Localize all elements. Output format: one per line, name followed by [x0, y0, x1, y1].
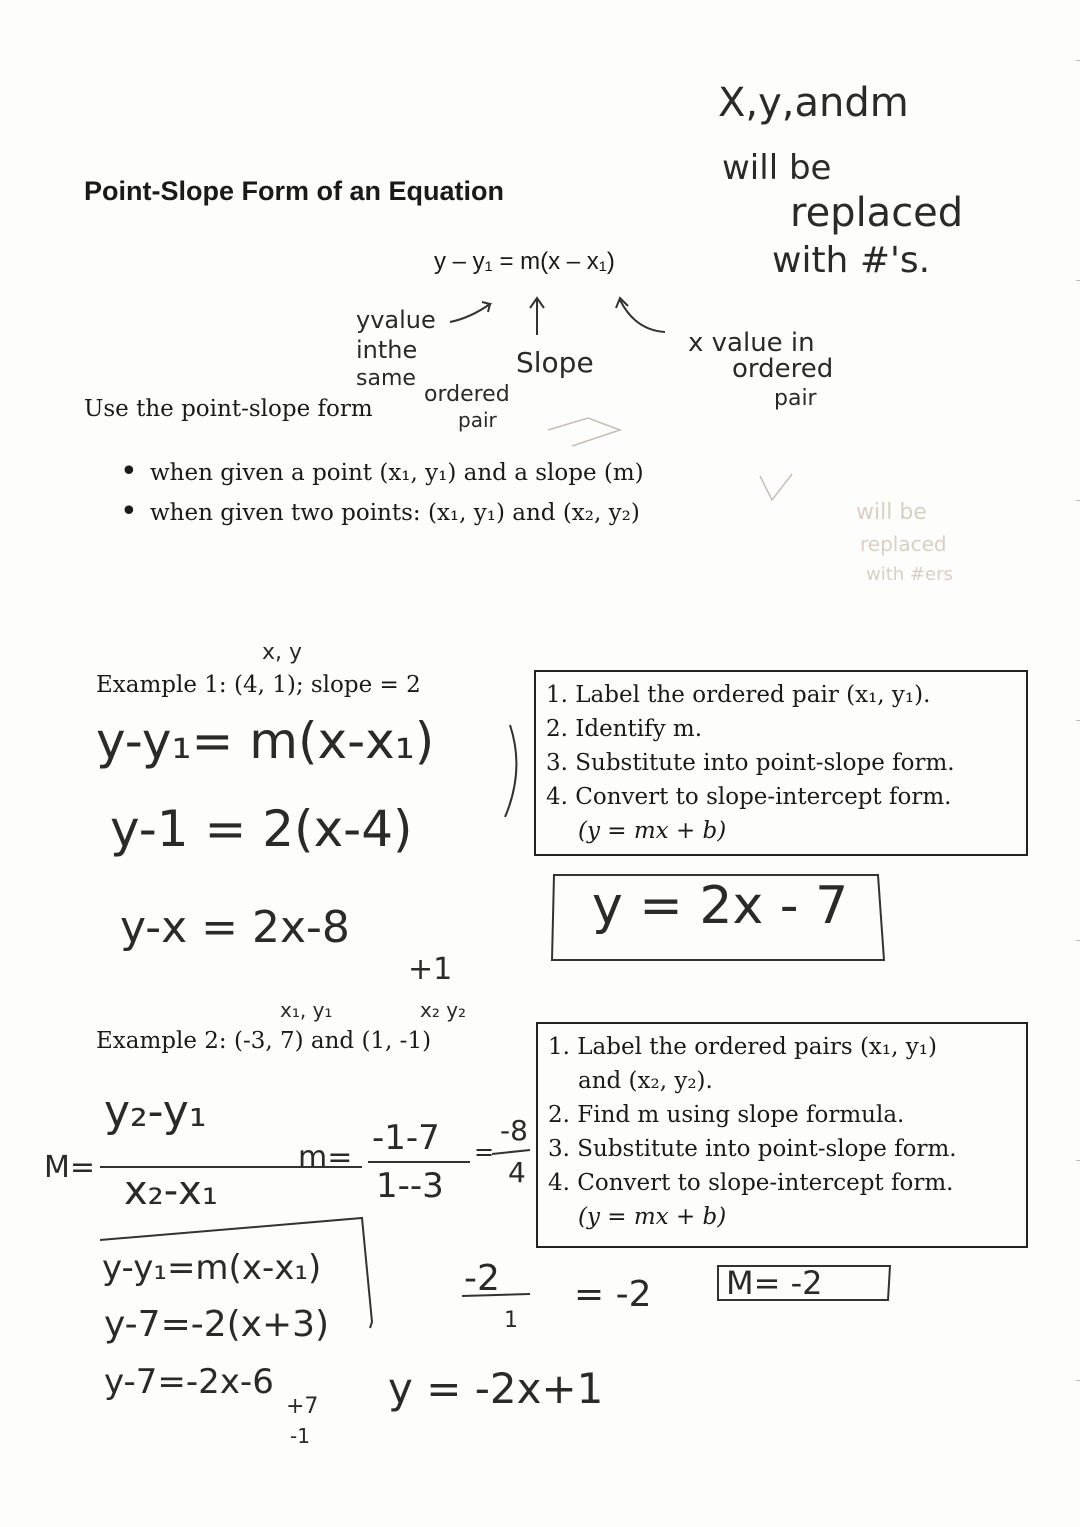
example2-note-1: x₁, y₁	[280, 998, 333, 1022]
example1-work-2: y-1 = 2(x-4)	[110, 800, 413, 858]
example1-step-2: 2. Identify m.	[546, 716, 703, 742]
usage-bullet-1: • when given a point (x₁, y₁) and a slope (m)	[150, 460, 644, 486]
example2-slope-den: x₂-x₁	[124, 1168, 218, 1214]
example1-answer: y = 2x - 7	[592, 876, 849, 936]
note-ordered-1: ordered	[424, 382, 510, 407]
note-slope: Slope	[516, 346, 594, 379]
note-xym-1: X,y,andm	[718, 80, 909, 126]
example2-work-2: y-7=-2(x+3)	[104, 1304, 330, 1345]
note-xym-2: will be	[722, 148, 832, 188]
note-xym-3: replaced	[790, 190, 964, 236]
fraction-bar-3	[492, 1150, 530, 1154]
example2-work-3: y-7=-2x-6	[104, 1362, 274, 1402]
example2-eq2: = -2	[574, 1274, 652, 1315]
example1-work-3: y-x = 2x-8	[120, 902, 350, 953]
point-slope-formula: y – y₁ = m(x – x₁)	[434, 248, 615, 275]
example2-step-1: 1. Label the ordered pairs (x₁, y₁)	[548, 1034, 937, 1060]
example2-step-5: 4. Convert to slope-intercept form.	[548, 1170, 954, 1196]
arrow-xvalue	[616, 298, 665, 332]
example1-work-4: +1	[408, 952, 453, 987]
example2-step-3: 2. Find m using slope formula.	[548, 1102, 905, 1128]
note-xvalue-2: ordered	[732, 354, 834, 384]
example2-work-5: -1	[290, 1424, 310, 1448]
usage-intro: Use the point-slope form	[84, 396, 373, 422]
example2-steps-box	[536, 1022, 1028, 1248]
example1-step-5: (y = mx + b)	[578, 818, 727, 844]
example2-answer: y = -2x+1	[388, 1364, 604, 1413]
example2-one: 1	[504, 1308, 518, 1333]
example2-neg2: -2	[464, 1258, 500, 1299]
example2-frac-den: 4	[508, 1156, 526, 1189]
faint-note-1: will be	[856, 500, 927, 525]
example2-slope-den2: 1--3	[376, 1166, 444, 1206]
example2-m2-label: m=	[298, 1140, 353, 1175]
note-ordered-2: pair	[458, 408, 497, 432]
example2-note-2: x₂ y₂	[420, 998, 467, 1022]
example1-step-3: 3. Substitute into point-slope form.	[546, 750, 955, 776]
arrow-slope	[530, 298, 544, 335]
example2-work-4: +7	[286, 1394, 319, 1419]
example2-m-label: M=	[44, 1150, 96, 1185]
example1-xy-note: x, y	[262, 640, 303, 665]
page-title: Point-Slope Form of an Equation	[84, 176, 504, 206]
example2-label: Example 2: (-3, 7) and (1, -1)	[96, 1028, 432, 1054]
faint-note-3: with #ers	[866, 564, 953, 585]
faint-check	[760, 474, 792, 500]
note-xvalue-3: pair	[774, 386, 817, 411]
example1-work-1: y-y₁= m(x-x₁)	[96, 712, 435, 770]
note-xym-4: with #'s.	[772, 240, 931, 281]
example2-slope-num: y₂-y₁	[104, 1086, 207, 1137]
example2-step-4: 3. Substitute into point-slope form.	[548, 1136, 957, 1162]
note-yvalue-1: yvalue	[356, 306, 436, 334]
faint-scribble	[548, 418, 620, 446]
paren-close	[505, 725, 516, 817]
example2-slope-num2: -1-7	[372, 1118, 440, 1158]
example1-label: Example 1: (4, 1); slope = 2	[96, 672, 421, 698]
usage-bullet-2: • when given two points: (x₁, y₁) and (x₂, y₂)	[150, 500, 640, 526]
example1-step-1: 1. Label the ordered pair (x₁, y₁).	[546, 682, 931, 708]
example2-step-6: (y = mx + b)	[578, 1204, 727, 1230]
note-yvalue-2: inthe	[356, 336, 418, 364]
note-xvalue-1: x value in	[688, 328, 815, 358]
example1-steps-box	[534, 670, 1028, 856]
example2-m-box: M= -2	[726, 1264, 823, 1302]
example2-eq: =	[474, 1138, 495, 1166]
example2-step-2: and (x₂, y₂).	[578, 1068, 713, 1094]
faint-note-2: replaced	[860, 532, 947, 556]
example2-work-1: y-y₁=m(x-x₁)	[102, 1248, 322, 1288]
arrow-yvalue	[450, 302, 490, 322]
note-yvalue-3: same	[356, 366, 416, 391]
example2-frac-num: -8	[500, 1114, 528, 1147]
example1-step-4: 4. Convert to slope-intercept form.	[546, 784, 952, 810]
